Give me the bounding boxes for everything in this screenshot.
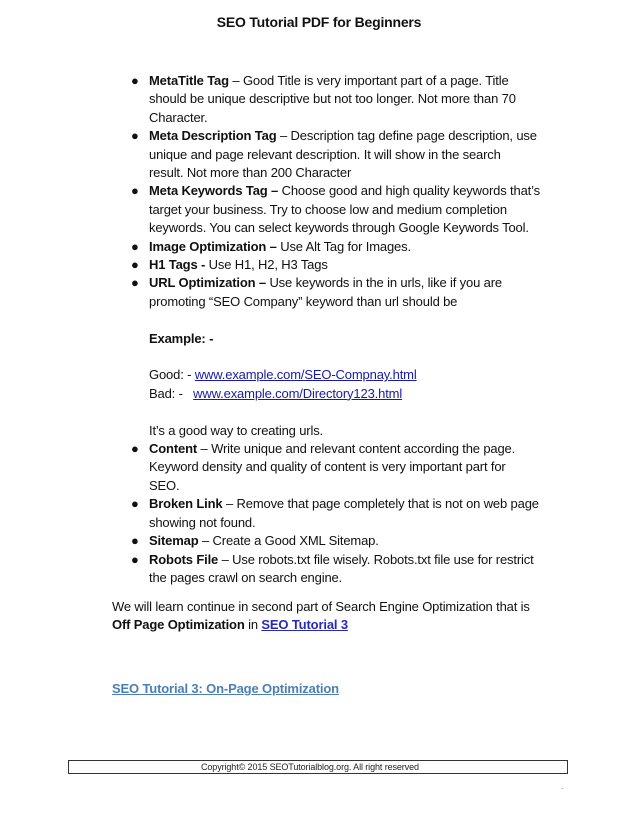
list-item: [112, 72, 572, 127]
bad-url-line: [149, 385, 572, 403]
item-text-line: Write unique and relevant content according the page.: [211, 441, 516, 457]
item-text-line: showing not found.: [149, 514, 256, 530]
item-separator: –: [276, 128, 291, 144]
section-link[interactable]: SEO Tutorial 3: On-Page Optimization: [112, 681, 339, 696]
item-term: Broken Link: [149, 496, 223, 512]
item-term: Meta Keywords Tag –: [149, 183, 279, 199]
item-text-line: Use Alt Tag for Images.: [280, 238, 411, 254]
item-text-line: Character.: [149, 109, 208, 125]
bullet-icon: ●: [131, 128, 139, 144]
item-separator: –: [222, 496, 237, 512]
bullet-icon: ●: [131, 496, 139, 512]
item-text-line: Remove that page completely that is not on web page: [236, 496, 539, 512]
item-text-line: keywords. You can select keywords through Google Keywords Tool.: [149, 220, 529, 236]
corner-mark: .: [561, 782, 564, 791]
item-term: URL Optimization –: [149, 275, 266, 291]
item-text-line: Description tag define page description, use: [290, 128, 537, 144]
bullet-icon: ●: [131, 183, 139, 199]
bullet-icon: ●: [131, 275, 139, 291]
item-separator: –: [197, 441, 212, 457]
item-text-line: Choose good and high quality keywords that’s: [281, 183, 540, 199]
closing-paragraph: [112, 598, 582, 635]
item-term: Content: [149, 441, 198, 457]
closing-line-2: [112, 616, 582, 634]
footer-copyright: Copyright© 2015 SEOTutorialblog.org. All right reserved: [201, 762, 419, 772]
closing-bold: Off Page Optimization: [112, 617, 245, 633]
page-title: SEO Tutorial PDF for Beginners: [216, 14, 422, 30]
list-item: [112, 238, 572, 256]
closing-line-1: We will learn continue in second part of Search Engine Optimization that is: [112, 599, 530, 614]
bullet-icon: ●: [131, 533, 139, 549]
list-item: [112, 495, 572, 532]
item-text-line: unique and page relevant description. It will show in the search: [149, 146, 501, 162]
item-term: Meta Description Tag: [149, 128, 277, 144]
list-item: [112, 256, 572, 274]
item-term: Robots File: [149, 551, 219, 567]
closing-mid: in: [244, 617, 262, 633]
item-term: Image Optimization –: [149, 238, 277, 254]
item-text-line: result. Not more than 200 Character: [149, 165, 352, 181]
document-body: [112, 72, 572, 587]
item-text-line: the pages crawl on search engine.: [149, 569, 343, 585]
bullet-icon: ●: [131, 238, 139, 254]
item-text-line: Use keywords in the in urls, like if you are: [269, 275, 502, 291]
example-block: [112, 311, 572, 440]
item-separator: –: [228, 73, 243, 88]
list-item: [112, 127, 572, 182]
list-item: [112, 551, 572, 588]
list-item: [112, 532, 572, 550]
footer-box: [68, 760, 568, 774]
bullet-icon: ●: [131, 257, 139, 273]
item-text-line: SEO.: [149, 477, 180, 493]
item-separator: –: [218, 551, 233, 567]
bullet-list-2: [112, 440, 572, 587]
item-separator: –: [198, 533, 213, 549]
bullet-icon: ●: [131, 73, 139, 88]
item-text-line: target your business. Try to choose low and medium completion: [149, 201, 507, 217]
bad-label: Bad: -: [149, 385, 194, 401]
item-text-line: Use robots.txt file wisely. Robots.txt file use for restrict: [232, 551, 534, 567]
item-term: H1 Tags -: [149, 257, 206, 273]
good-url-line: [149, 366, 572, 384]
item-term: Sitemap: [149, 533, 199, 549]
bullet-list-1: [112, 72, 572, 311]
item-text-line: should be unique descriptive but not too longer. Not more than 70: [149, 91, 516, 107]
example-note: It’s a good way to creating urls.: [149, 422, 324, 438]
item-text-line: Create a Good XML Sitemap.: [212, 533, 379, 549]
bullet-icon: ●: [131, 551, 139, 567]
item-text-line: Good Title is very important part of a page. Title: [242, 73, 509, 88]
item-term: MetaTitle Tag: [149, 73, 229, 88]
list-item: [112, 440, 572, 495]
bullet-icon: ●: [131, 441, 139, 457]
good-label: Good: -: [149, 367, 195, 383]
bad-url-link[interactable]: www.example.com/Directory123.html: [193, 385, 403, 401]
seo-tutorial-3-link[interactable]: SEO Tutorial 3: [261, 617, 348, 633]
item-text-line: promoting “SEO Company” keyword than url should be: [149, 293, 458, 309]
list-item: [112, 182, 572, 237]
list-item: [112, 274, 572, 311]
item-text-line: Keyword density and quality of content is very important part for: [149, 459, 506, 475]
good-url-link[interactable]: www.example.com/SEO-Compnay.html: [194, 367, 417, 383]
item-text-line: Use H1, H2, H3 Tags: [208, 257, 328, 273]
example-heading: Example: -: [149, 330, 214, 346]
